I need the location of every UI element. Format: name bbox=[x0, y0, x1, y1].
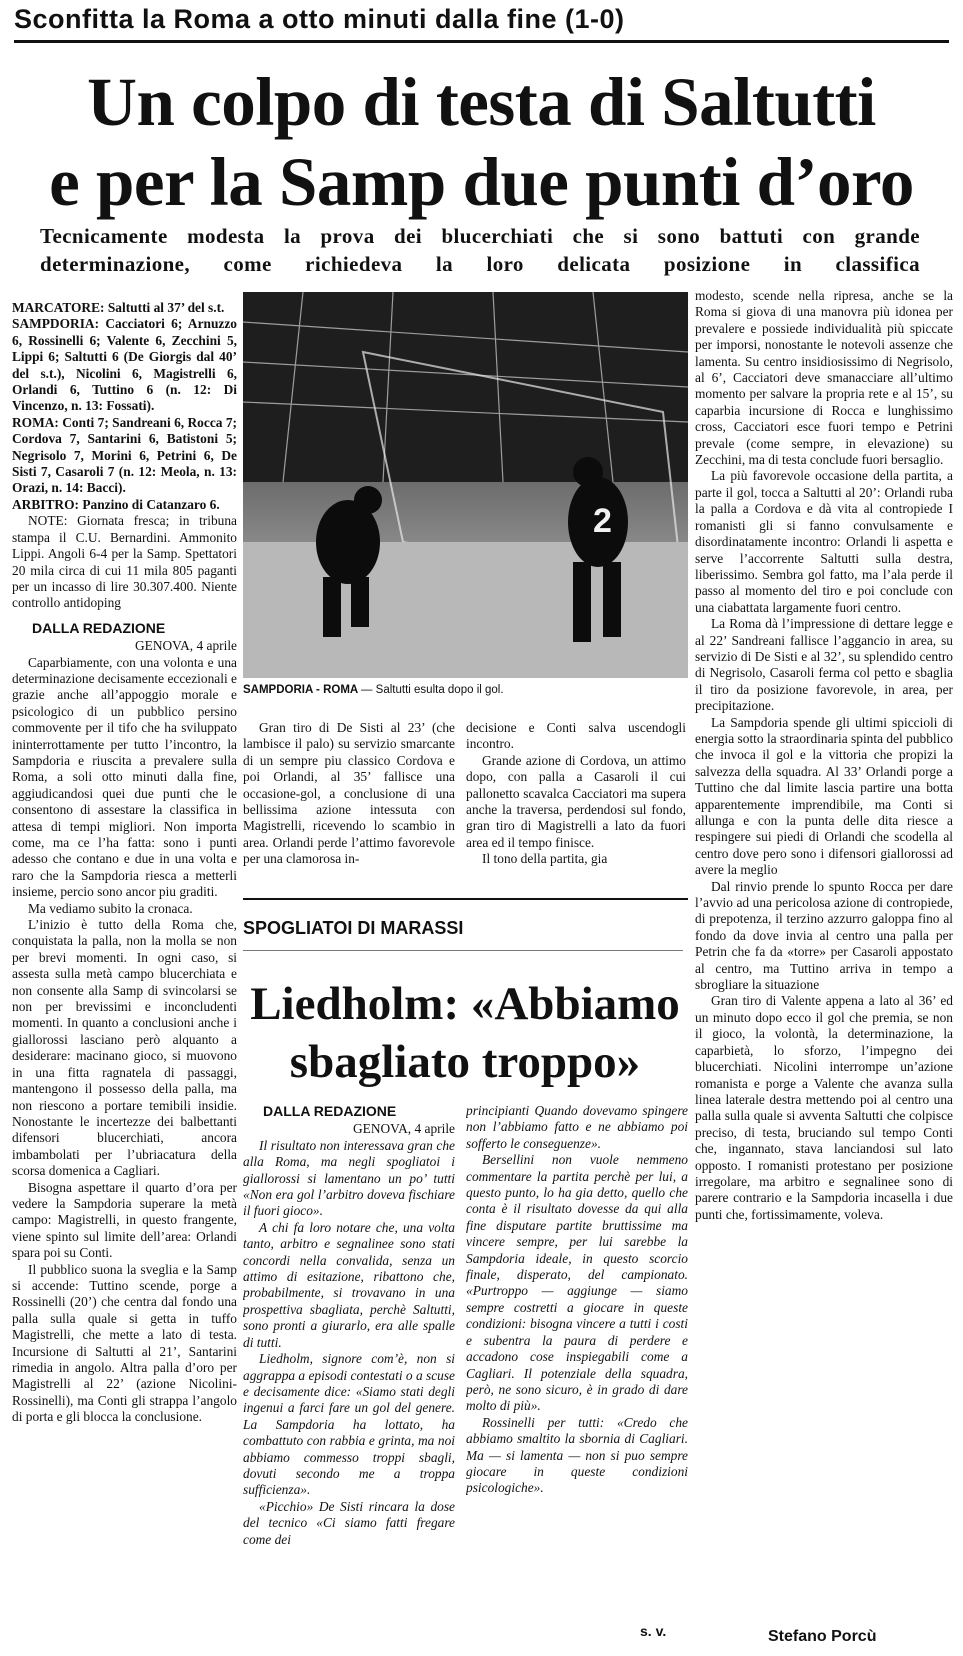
side-kicker-rule bbox=[243, 950, 683, 951]
deck: Tecnicamente modesta la prova dei blucerchiati che si sono battuti con grande determinazione, come richiedeva la loro delicata posizione in classifica bbox=[40, 224, 920, 276]
note: NOTE: Giornata fresca; in tribuna stampa il C.U. Bernardini. Ammonito Lippi. Angoli 6-4 per la Samp. Spettatori 20 mila circa di cui 11 mila 805 paganti per un incasso di lire 30.307.400. Niente controllo antidoping bbox=[12, 513, 237, 611]
paragraph: Ma vediamo subito la cronaca. bbox=[28, 900, 193, 916]
svg-text:2: 2 bbox=[593, 502, 612, 540]
side-dateline: GENOVA, 4 aprile bbox=[352, 1121, 455, 1137]
paragraph: L’inizio è tutto della Roma che, conquistata la palla, non la molla se non per brevi momenti. In ogni caso, si assesta sulla metà campo blucerchiata e non consente alla Samp di svincolarsi se non per brevissimi e inconcludenti momenti. In quanto a conclusioni anche i giallorossi lasciano però alquanto a desiderare: macinano gioco, si muovono in una fitta ragnatela di passaggi, mantengono il possesso della palla, ma non riescono a portare temibili insidie. Nonostante le incertezze dei balbettanti difensori blucerchiati, ancora imbambolati per l’ubriacatura della scorsa domenica a Cagliari. bbox=[12, 917, 237, 1179]
kicker: Sconfitta la Roma a otto minuti dalla fine (1-0) bbox=[14, 4, 625, 34]
arbitro-value: Panzino di Catanzaro 6. bbox=[82, 496, 220, 512]
roma-label: ROMA: bbox=[12, 414, 59, 430]
marcatore-label: MARCATORE: bbox=[12, 300, 105, 315]
sampdoria-lineup bbox=[12, 316, 237, 414]
column-1 bbox=[12, 300, 237, 1645]
marcatore bbox=[12, 300, 237, 316]
sampdoria-value: Cacciatori 6; Arnuzzo 6, Rossinelli 6; Valente 6, Zecchini 5, Lippi 6; Saltutti 6 (De Giorgis dal 40’ del s.t.), Nicolini 6, Magistrelli 6, Orlandi 6, Tuttino 6 (n. 12: Di Vincenzo, n. 13: Fossati). bbox=[12, 316, 237, 414]
side-headline bbox=[240, 975, 690, 1091]
paragraph: decisione e Conti salva uscendogli incontro. bbox=[466, 720, 686, 752]
paragraph: Bisogna aspettare il quarto d’ora per vedere la Sampdoria superare la metà campo: Magistrelli, in questo frangente, viene spinto sul limite dell’area: Orlandi spara poi su Conti. bbox=[12, 1179, 237, 1261]
paragraph: Dal rinvio prende lo spunto Rocca per dare l’avvio ad una pericolosa azione di contropiede, di prepotenza, il terzino azzurro galoppa fino al fondo da dove invia al centro una palla per Petrin che fa da «torre» per Casaroli appostato al centro, ma Tuttino arriva in tempo a sbrogliare la situazione bbox=[695, 878, 953, 993]
dateline: GENOVA, 4 aprile bbox=[134, 638, 237, 654]
paragraph: Gran tiro di Valente appena a lato al 36’ ed un minuto dopo ecco il gol che premia, se non il gioco, la volontà, la determinazione, la caparbietà, lo sforzo, l’impegno dei blucerchiati. Nicolini interrompe un’azione romanista e porge a Valente che avanza sulla linea laterale destra mettendo poi al centro una palla sulla quale si avventa Saltutti che colpisce preciso, di testa, bruciando sul tempo Conti che, ingannato, stava lanciandosi sul lato opposto. I romanisti protestano per posizione irregolare, ma arbitro e segnalinee sono di parere contrario e la Sampdoria incasella i due punti che, fortissimamente, voleva. bbox=[695, 993, 953, 1222]
byline: DALLA REDAZIONE bbox=[32, 619, 166, 636]
side-byline: DALLA REDAZIONE bbox=[263, 1103, 397, 1119]
headline-line-2: e per la Samp due punti d’oro bbox=[49, 144, 914, 220]
roma-lineup bbox=[12, 415, 237, 497]
column-6 bbox=[695, 288, 953, 1613]
paragraph: modesto, scende nella ripresa, anche se la Roma si giova di una manovra più idonea per prevalere e possiede individualità più spiccate per imporsi, nonostante le notevoli assenze che lamenta. Su centro insidiosissimo di Negrisolo, al 6’, Cacciatori deve smanacciare all’ultimo momento per salvare la propria rete e al 15’, su caparbia incursione di Rocca e lunghissimo cross, Cacciatori esce fuori tempo e Petrini prevale (come sempre, in elevazione) su Zecchini, ma di testa conclude fuori bersaglio. bbox=[695, 288, 953, 468]
paragraph: Il pubblico suona la sveglia e la Samp si accende: Tuttino scende, porge a Rossinelli (20’) che centra dal fondo una palla sulla quale si getta in tuffo Magistrelli, che mette a lato di testa. Incursione di Saltutti al 21’, Santarini rimedia in angolo. Altra palla d’oro per Magistrelli al 22’ (azione Nicolini-Rossinelli), ma Conti gli strappa l’angolo di porta e gli blocca la conclusione. bbox=[12, 1261, 237, 1425]
marcatore-value: Saltutti al 37’ del s.t. bbox=[107, 300, 225, 315]
paragraph: La più favorevole occasione della partita, a parte il gol, tocca a Saltutti al 20’: Orlandi ruba la palla a Cordova e dà vita al contropiede I romanisti gli si fanno convulsamente e disordinatamente incontro: Orlandi li aspetta e serve l’accorrente Saltutti sulla destra, liberissimo. Sembra gol fatto, ma l’ala perde il passo al momento del tiro e poi conclude con una ciabattata largamente fuori centro. bbox=[695, 468, 953, 615]
sampdoria-label: SAMPDORIA: bbox=[12, 316, 100, 332]
kicker-rule bbox=[14, 40, 949, 43]
main-headline bbox=[14, 62, 949, 222]
side-headline-line-2: sbagliato troppo» bbox=[289, 1036, 641, 1088]
side-initials: s. v. bbox=[640, 1623, 667, 1639]
column-2 bbox=[243, 720, 455, 890]
match-photo-illustration bbox=[243, 292, 688, 678]
side-column-2 bbox=[466, 1103, 688, 1643]
paragraph: Bersellini non vuole nemmeno commentare la partita perchè per lui, a questo punto, lo ha gia detto, quello che conta è il risultato dovesse da qui alla fine disputare partite bruttissime ma vincere sempre, per lui sarebbe la Sampdoria ideale, in questo scorcio finale, disperato, del campionato. «Purtroppo — aggiunge — siamo sempre costretti a giocare in queste condizioni: bisogna vincere a tutti i costi e subentra la paura di perdere e accadono cose inspiegabili come a Cagliari. Il potenziale della squadra, però, ne sono sicuro, è in grado di dare molto di più». bbox=[466, 1152, 688, 1414]
paragraph: Gran tiro di De Sisti al 23’ (che lambisce il palo) su servizio smarcante di un sempre piu classico Cordova e poi Orlandi, al 35’ fallisce una occasione-gol, a conclusione di una bellissima azione intessuta con Magistrelli, ricevendo lo scambio in area. Orlandi perde l’attimo favorevole per una clamorosa in- bbox=[243, 720, 455, 867]
arbitro-label: ARBITRO: bbox=[12, 496, 79, 512]
paragraph: «Picchio» De Sisti rincara la dose del tecnico «Ci siamo fatti fregare come dei bbox=[243, 1498, 455, 1547]
roma-value: Conti 7; Sandreani 6, Rocca 7; Cordova 7, Santarini 6, Batistoni 5; Negrisolo 7, Morini 6, Petrini 6, De Sisti 7, Casaroli 7 (n. 12: Meola, n. 13: Orazi, n. 14: Bacci). bbox=[12, 414, 237, 496]
headline-line-1: Un colpo di testa di Saltutti bbox=[87, 64, 876, 140]
side-headline-line-1: Liedholm: «Abbiamo bbox=[250, 978, 680, 1030]
column-3 bbox=[466, 720, 686, 890]
paragraph: La Roma dà l’impressione di dettare legge e al 22’ Sandreani fallisce l’aggancio in area, su servizio di De Sisti e al 32’, su splendido centro di Negrisolo, Casaroli ferma col petto e sbaglia il tiro da posizione favorevole, in area, per precipitazione. bbox=[695, 616, 953, 714]
paragraph: Il risultato non interessava gran che alla Roma, ma negli spogliatoi i giallorossi si lamentano un po’ tutti «Non era gol l’arbitro doveva fischiare il fuori gioco». bbox=[243, 1137, 455, 1219]
side-column-1 bbox=[243, 1103, 455, 1643]
section-rule bbox=[243, 898, 688, 900]
side-kicker: SPOGLIATOI DI MARASSI bbox=[243, 918, 464, 938]
paragraph: A chi fa loro notare che, una volta tanto, arbitro e segnalinee sono stati concordi nella convalida, senza un attimo di esitazione, ribattono che, probabilmente, si trovavano in una prospettiva sbagliata, perchè Saltutti, sono pronti a giurarlo, era alle spalle di tutti. bbox=[243, 1219, 455, 1350]
match-photo bbox=[243, 292, 688, 678]
paragraph: La Sampdoria spende gli ultimi spiccioli di energia sotto la straordinaria spinta del pubblico che invoca il gol e la vittoria che propizi la salvezza della squadra. Al 33’ Orlandi porge a Tuttino che dal limite lascia partire una botta apparentemente imprendibile, ma Conti si allunga e con la punta delle dita riesce a respingere sui piedi di Orlandi che scodella al centro dove pero sono i difensori giallorossi ad avere la meglio bbox=[695, 714, 953, 878]
paragraph: Grande azione di Cordova, un attimo dopo, con palla a Casaroli il cui pallonetto scavalca Cacciatori ma supera anche la traversa, perdendosi sul fondo, gran tiro di Magistrelli a lato da fuori area ed il tempo finisce. bbox=[466, 752, 686, 850]
arbitro bbox=[12, 497, 237, 513]
photo-caption bbox=[243, 684, 688, 696]
caption-teams: SAMPDORIA - ROMA bbox=[243, 684, 358, 696]
author-signature: Stefano Porcù bbox=[768, 1628, 877, 1645]
paragraph: Il tono della partita, gia bbox=[482, 851, 608, 867]
paragraph: Liedholm, signore com’è, non si aggrappa a episodi contestati o a scuse e decisamente dice: «Siamo stati degli ingenui a farci fare un gol del genere. La Sampdoria ha lottato, ha combattuto con rabbia e grinta, ma noi abbiamo commesso troppi sbagli, dovuti secondo me a troppa sufficienza». bbox=[243, 1351, 455, 1498]
paragraph: principianti Quando dovevamo spingere non l’abbiamo fatto e ne abbiamo poi sofferto le conseguenze». bbox=[466, 1103, 688, 1151]
paragraph: Caparbiamente, con una volonta e una determinazione decisamente eccezionali e grazie anche all’appoggio morale e psicologico di un pubblico persino commovente per il tifo che ha sviluppato ininterrottamente per tutto l’incontro, la Sampdoria e riuscita a prevalere sulla Roma, a soli otto minuti dalla fine, aggiudicandosi quei due punti che le consentono di assestare la classifica in attesa di tempi migliori. Non importa come, ma ce l’ha fatta: sono i punti adesso che contano e due in una volta e raro che la Sampdoria riesca a metterli insieme, percio sono ancor piu graditi. bbox=[12, 654, 237, 900]
caption-text: — Saltutti esulta dopo il gol. bbox=[360, 684, 504, 696]
paragraph: Rossinelli per tutti: «Credo che abbiamo smaltito la sbornia di Cagliari. Ma — si lamenta — non si puo sempre giocare in queste condizioni psicologiche». bbox=[466, 1414, 688, 1496]
